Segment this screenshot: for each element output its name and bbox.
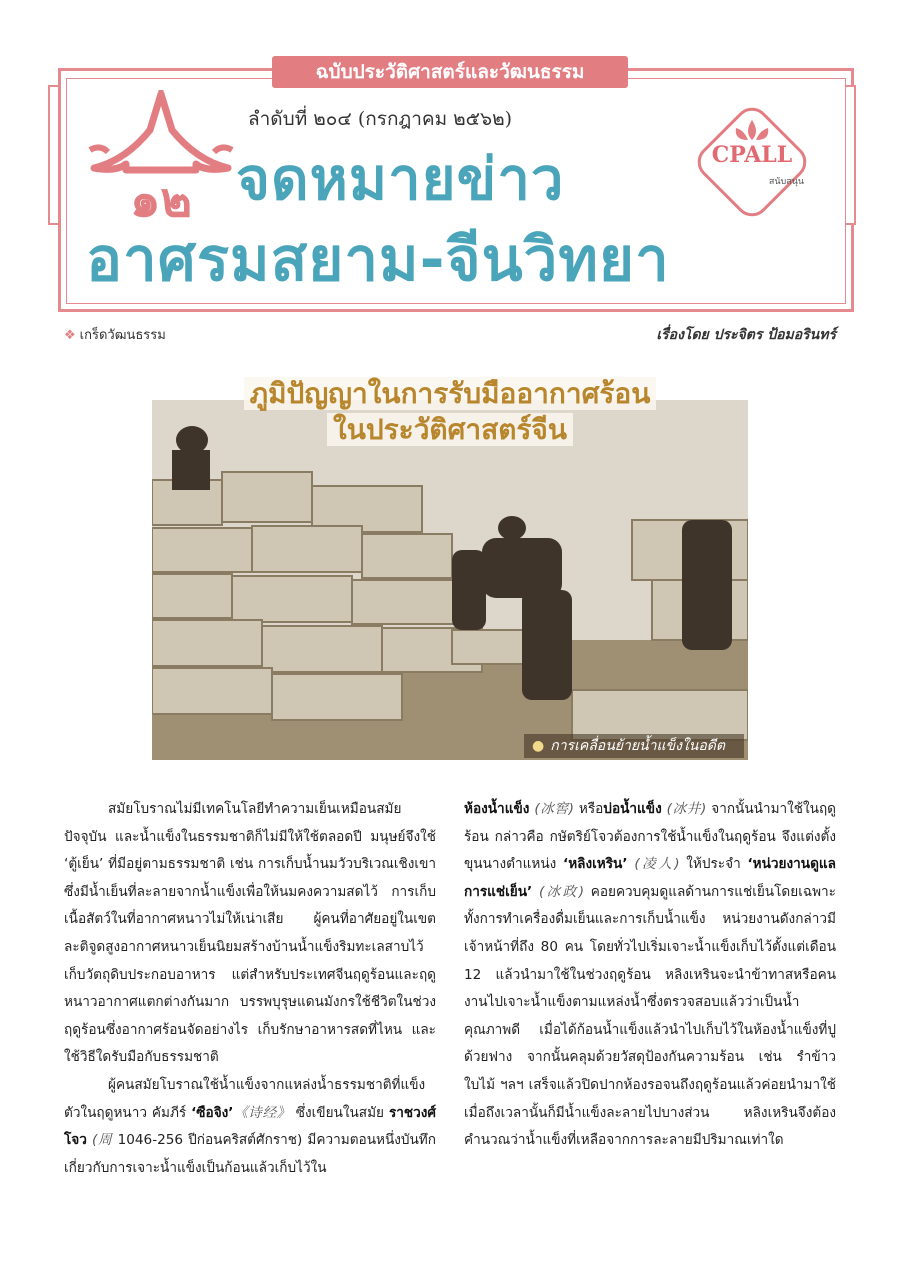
term-ice-agency: ‘หน่วยงานดูแลการแช่เย็น’ [464,856,836,900]
newsletter-title-line2: อาศรมสยาม-จีนวิทยา [86,225,670,295]
section-text: เกร็ดวัฒนธรรม [79,328,166,343]
article-column-left [64,796,436,1182]
term-ice-well: บ่อน้ำแข็ง [603,801,662,817]
term-ling-ren: ‘หลิงเหริน’ [563,856,628,873]
p2-text-b: ซึ่งเขียนในสมัย [290,1104,389,1121]
photo-caption [524,734,744,758]
issue-number: ลำดับที่ ๒๐๔ (กรกฎาคม ๒๕๖๒) [248,108,513,130]
diamond-bullet-icon: ❖ [64,328,76,343]
term-ling-ren-chinese: (凌人) [634,856,680,873]
term-ice-room-chinese: (冰窖) [534,801,574,817]
p3-text-c: ให้ประจำ [679,856,748,873]
frame-notch-left [48,85,58,225]
sponsor-logo-text: CPALL [711,142,793,168]
p2-dynasty-chinese: (周 [92,1132,113,1149]
frame-notch-right [846,85,856,225]
sponsor-logo [688,98,816,226]
article-photo [152,400,748,760]
article-paragraph-1: สมัยโบราณไม่มีเทคโนโลยีทำความเย็นเหมือนสมัยปัจจุบัน และน้ำแข็งในธรรมชาติก็ไม่มีให้ใช้ตลอดปี มนุษย์จึงใช้ ‘ตู้เย็น’ ที่มีอยู่ตามธรรมชาติ เช่น การเก็บน้ำนมวัวบริเวณเชิงเขาซึ่งมีน้ำเย็นที่ละลายจากน้ำแข็งเพื่อให้นมคงความสดไว้ การเก็บเนื้อสัตว์ในที่อากาศหนาวไม่ให้เน่าเสีย ผู้คนที่อาศัยอยู่ในเขตละติจูดสูงอากาศหนาวเย็นนิยมสร้างบ้านน้ำแข็งริมทะเลสาบไว้เก็บวัตถุดิบประกอบอาหาร แต่สำหรับประเทศจีนฤดูร้อนและฤดูหนาวอากาศแตกต่างกันมาก บรรพบุรุษแดนมังกรใช้ชีวิตในช่วงฤดูร้อนซึ่งอากาศร้อนจัดอย่างไร เก็บรักษาอาหารสดที่ไหน และใช้วิธีใดรับมือกับธรรมชาติ [64,801,436,1066]
sponsor-label: สนับสนุน [768,177,804,187]
article-title-line1-text: ภูมิปัญญาในการรับมืออากาศร้อน [244,377,657,410]
article-title-line2 [152,408,748,452]
p3-text-a: หรือ [573,801,604,817]
section-label [64,324,166,345]
thai-roof-emblem-icon [86,90,236,230]
p2-book-title: ‘ซือจิง’ [191,1104,234,1121]
p3-text-d: คอยควบคุมดูแลด้านการแช่เย็นโดยเฉพาะ ทั้งการทำเครื่องดื่มเย็นและการเก็บน้ำแข็ง หน่วยงานดังกล่าวมีเจ้าหน้าที่ถึง 80 คน โดยทั่วไปเริ่มเจาะน้ำแข็งเก็บไว้ตั้งแต่เดือน 12 แล้วนำมาใช้ในช่วงฤดูร้อน หลิงเหรินจะนำข้าทาสหรือคนงานไปเจาะน้ำแข็งตามแหล่งน้ำซึ่งตรวจสอบแล้วว่าเป็นน้ำคุณภาพดี เมื่อได้ก้อนน้ำแข็งแล้วนำไปเก็บไว้ในห้องน้ำแข็งที่ปูด้วยฟาง จากนั้นคลุมด้วยวัสดุป้องกันความร้อน เช่น รำข้าว ใบไม้ ฯลฯ เสร็จแล้วปิดปากห้องรอจนถึงฤดูร้อนแล้วค่อยนำมาใช้ เมื่อถึงเวลานั้นก็มีน้ำแข็งละลายไปบางส่วน หลิงเหรินจึงต้องคำนวณว่าน้ำแข็งที่เหลือจากการละลายมีปริมาณเท่าใด [464,883,836,1149]
caption-bullet-icon: ● [532,738,545,754]
article-paragraph-3 [464,796,836,1155]
ice-blocks-photo-illustration [152,400,748,760]
article-column-right [464,796,836,1155]
newsletter-title-line1: จดหมายข่าว [236,145,565,213]
p2-text-c: 1046-256 ปีก่อนคริสต์ศักราช) มีความตอนหนึ่งบันทึกเกี่ยวกับการเจาะน้ำแข็งเป็นก้อนแล้วเก็บไว้ใน [64,1132,436,1176]
term-ice-well-chinese: (冰井) [666,801,707,817]
emblem-numeral: ๑๒ [129,172,193,228]
p2-text-a: ผู้คนสมัยโบราณใช้น้ำแข็งจากแหล่งน้ำธรรมชาติที่แข็งตัวในฤดูหนาว คัมภีร์ [64,1076,426,1121]
byline: เรื่องโดย ประจิตร ป้อมอรินทร์ [656,327,836,343]
p3-text-b: จากนั้นนำมาใช้ในฤดูร้อน กล่าวคือ กษัตริย์โจวต้องการใช้น้ำแข็งในฤดูร้อน จึงแต่งตั้งขุนนางตำแหน่ง [464,801,837,873]
p2-book-chinese: 《诗经》 [233,1104,291,1121]
article-title-line2-text: ในประวัติศาสตร์จีน [327,413,573,446]
photo-caption-text: การเคลื่อนย้ายน้ำแข็งในอดีต [550,738,725,754]
p2-dynasty: ราชวงศ์โจว [64,1104,437,1149]
series-banner: ฉบับประวัติศาสตร์และวัฒนธรรม [272,56,628,88]
term-ice-agency-chinese: (冰政) [538,883,584,900]
article-paragraph-2 [64,1072,436,1182]
term-ice-room: ห้องน้ำแข็ง [464,801,530,817]
